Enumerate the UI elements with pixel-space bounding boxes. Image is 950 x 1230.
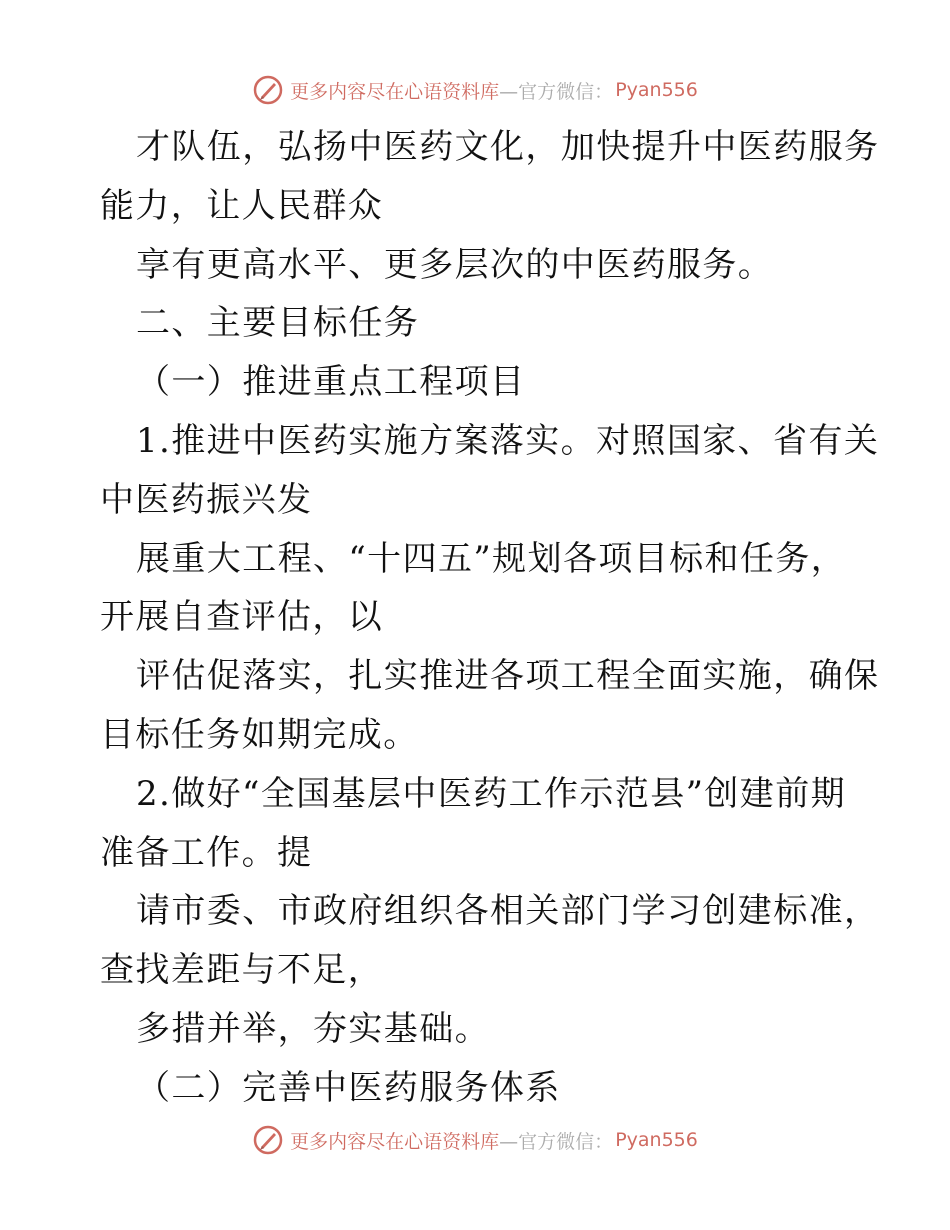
text-line: 才队伍，弘扬中医药文化，加快提升中医药服务 xyxy=(136,127,880,167)
watermark-id-text: Pyan556 xyxy=(615,79,698,101)
pen-feather-logo-icon xyxy=(252,74,284,106)
watermark-sub-text: —官方微信： xyxy=(499,1130,614,1153)
text-line: 目标任务如期完成。 xyxy=(100,714,419,755)
text-line: 能力，让人民群众 xyxy=(100,185,384,226)
watermark-main-text: 更多内容尽在心语资料库 xyxy=(290,80,500,103)
pen-feather-logo-icon xyxy=(252,1124,284,1156)
text-line: 请市委、市政府组织各相关部门学习创建标准， xyxy=(136,891,880,932)
text-line: 开展自查评估，以 xyxy=(100,597,384,638)
text-line: 评估促落实，扎实推进各项工程全面实施，确保 xyxy=(136,656,880,697)
document-body xyxy=(100,118,880,1118)
text-line: 查找差距与不足， xyxy=(100,950,384,991)
watermark-sub-text: —官方微信： xyxy=(499,80,614,103)
text-line: 展重大工程、“十四五”规划各项目标和任务， xyxy=(136,538,847,579)
text-line: 享有更高水平、更多层次的中医药服务。 xyxy=(136,244,774,285)
watermark-id-text: Pyan556 xyxy=(615,1129,698,1151)
subsection-heading: （一）推进重点工程项目 xyxy=(136,362,526,403)
text-line: 中医药振兴发 xyxy=(100,479,313,520)
text-line: 1.推进中医药实施方案落实。对照国家、省有关 xyxy=(136,420,880,461)
subsection-heading: （二）完善中医药服务体系 xyxy=(136,1067,561,1108)
text-line: 多措并举，夯实基础。 xyxy=(136,1008,490,1049)
text-line: 准备工作。提 xyxy=(100,832,313,873)
text-line: 2.做好“全国基层中医药工作示范县”创建前期 xyxy=(136,773,847,814)
footer-watermark xyxy=(0,1120,950,1160)
header-watermark xyxy=(0,70,950,110)
watermark-main-text: 更多内容尽在心语资料库 xyxy=(290,1130,500,1153)
section-heading: 二、主要目标任务 xyxy=(136,303,420,344)
